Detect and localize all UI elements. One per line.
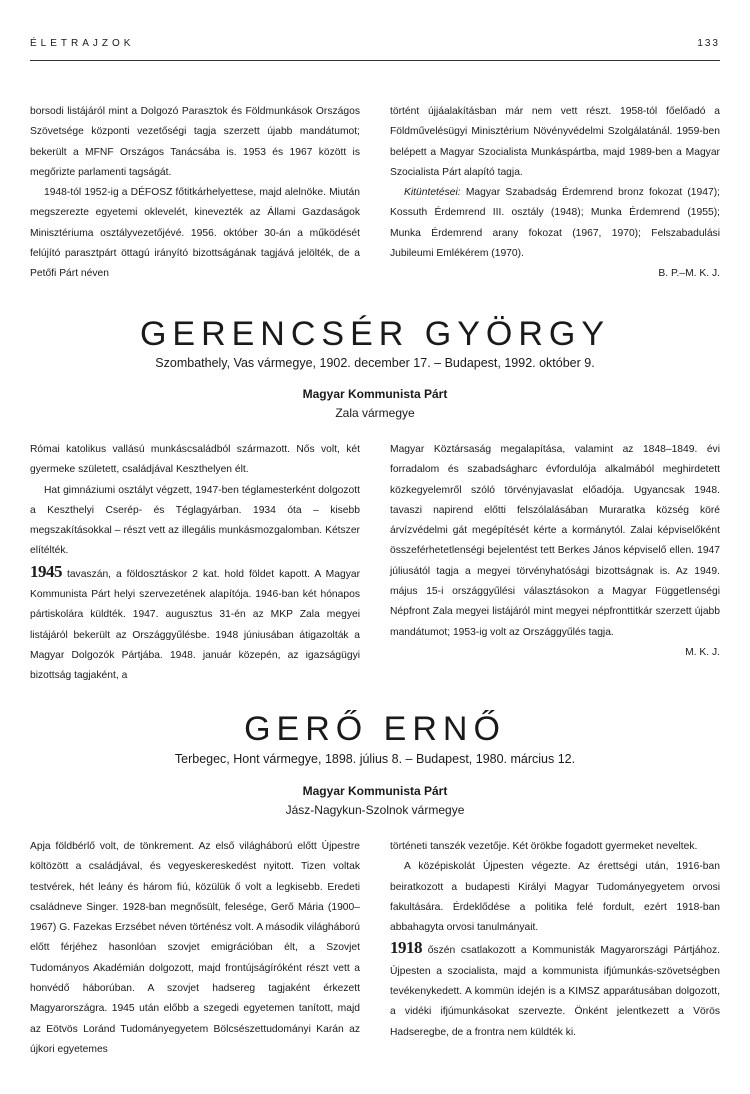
column-right [390, 837, 720, 1060]
paragraph: Magyar Köztársaság megalapítása, valamint az 1848–1849. évi forradalom és szabadságharc évfordulója alkalmából meghirdetett közkegyelemről szóló törvényjavaslat előadója. Ugyancsak 1948. tavaszi napirend előtti felszólalásában Muraratka község köré árvízvédelmi gát megépítését kérte a kormánytól. Zalai képviselőként összeférhetetlenségi bejelentést tett Berkes János képviselő ellen. 1947 júliusától tagja a megyei törvényhatósági bizottságnak is. Az 1949. május 15-i országgyűlési választásokon a Magyar Függetlenségi Népfront Zala megyei listájáról mint megyei népfronttitkár szerzett újabb mandátumot; 1953-ig volt az Országgyűlés tagja. [390, 444, 720, 638]
entry-title: GERŐ ERNŐ [244, 710, 506, 748]
paragraph: borsodi listájáról mint a Dolgozó Parasztok és Földmunkások Országos Szövetsége központi vezetőségi tagja szerzett újabb mandátumot; bekerült a MFNF Országos Tanácsába is. 1953 és 1967 között is megőrizte parlamenti tagságát. [30, 106, 360, 178]
column-right [390, 440, 720, 687]
paragraph: 1948-tól 1952-ig a DÉFOSZ főtitkárhelyettese, majd alelnöke. Miután megszerezte egyetemi oklevelét, kinevezték az Állami Gazdaságok Minisztériuma osztályvezetőjévé. 1956. október 30-án a működését felújító parasztpárt öttagú irányító bizottságának tagjává jelölték, de a Petőfi Párt néven [30, 187, 360, 280]
author-signature: B. P.–M. K. J. [658, 268, 720, 280]
year-paragraph [390, 938, 720, 1042]
column-left [30, 837, 360, 1060]
paragraph: történeti tanszék vezetője. Két örökbe fogadott gyermeket neveltek. [390, 841, 698, 852]
entry-county: Jász-Nagykun-Szolnok vármegye [285, 803, 465, 817]
awards-label: Kitüntetései: [404, 187, 461, 199]
year-mark: 1945 [30, 561, 62, 581]
column-left [30, 440, 360, 687]
page-number: 133 [697, 38, 720, 49]
paragraph: Hat gimnáziumi osztályt végzett, 1947-ben téglamesterként dolgozott a Keszthelyi Cserép- és Téglagyárban. 1934 óta – kisebb megszakításokkal – részt vett az illegális munkásmozgalomban. Kétszer elítélték. [30, 484, 360, 557]
entry-body [30, 837, 720, 1060]
paragraph: Római katolikus vallású munkáscsaládból származott. Nős volt, két gyermeke született, családjával Keszthelyen élt. [30, 444, 360, 476]
awards-text: Magyar Szabadság Érdemrend bronz fokozat (1947); Kossuth Érdemrend III. osztály (1948); Munka Érdemrend (1955); Munka Érdemrend arany fokozat (1967, 1970); Felszabadulási Jubileumi Emlékérem (1970). [390, 187, 720, 260]
entry-body [30, 440, 720, 687]
author-signature: M. K. J. [685, 646, 720, 658]
entry-party: Magyar Kommunista Párt [302, 387, 448, 401]
year-paragraph [30, 562, 360, 687]
year-paragraph-text: tavaszán, a földosztáskor 2 kat. hold földet kapott. A Magyar Kommunista Párt helyi szervezetének alapítója. 1946-ban két hónapos pártiskolára küldték. 1947. augusztus 31-én az MKP Zala megyei listájáról bekerült az Országgyűlésbe. 1948 júniusában átigazolták a Magyar Dolgozók Pártjába. 1948. január közepén, az igazságügyi bizottság tagjaként, a [30, 568, 360, 682]
previous-entry-continuation [30, 102, 720, 285]
entry-county: Zala vármegye [335, 406, 415, 420]
entry-dates: Terbegec, Hont vármegye, 1898. július 8. – Budapest, 1980. március 12. [174, 752, 576, 766]
year-paragraph-text: őszén csatlakozott a Kommunisták Magyarországi Pártjához. Újpesten a szocialista, majd a kommunista ifjúmunkás-szövetségben tevékenykedett. A kommün idején is a KIMSZ apparátusában dolgozott, a vidéki ifjúmunkásokat szervezte. Önként jelentkezett a Vörös Hadseregbe, de a frontra nem küldték ki. [390, 945, 720, 1038]
entry-dates: Szombathely, Vas vármegye, 1902. december 17. – Budapest, 1992. október 9. [155, 356, 595, 370]
paragraph: történt újjáalakításban már nem vett részt. 1958-tól főelőadó a Földművelésügyi Minisztérium Növényvédelmi Szolgálatánál. 1959-ben belépett a Magyar Szocialista Munkáspártba, majd 1989-ben a Magyar Szocialista Párt alapító tagja. [390, 106, 720, 178]
column-left [30, 102, 360, 285]
entry-party: Magyar Kommunista Párt [302, 784, 448, 798]
awards-paragraph [390, 183, 720, 264]
entry-title: GERENCSÉR GYÖRGY [139, 315, 611, 353]
paragraph: Apja földbérlő volt, de tönkrement. Az első világháború előtt Újpestre költözött a családjával, és vegyeskereskedést nyitott. Tizen voltak testvérek, hét leány és három fiú, közülük ő volt a legkisebb. Eredeti családneve Singer. 1928-ban megnősült, felesége, Gerő Mária (1900–1967) G. Fazekas Erzsébet néven történész volt. A második világháború előtt férjéhez hasonlóan szovjet emigrációban élt, a Szovjet Tudományos Akadémián dolgozott, majd frontújságíróként részt vett a honvédő háborúban. A szovjet hadsereg tagjaként érkezett Magyarországra. 1945 után előbb a szegedi egyetemen tanított, majd az Eötvös Loránd Tudományegyetem Bölcsészettudományi Karán az újkori egyetemes [30, 841, 360, 1055]
column-right [390, 102, 720, 285]
paragraph: A középiskolát Újpesten végezte. Az érettségi után, 1916-ban beiratkozott a budapesti Királyi Magyar Tudományegyetem orvosi fakultására. Érdeklődése a politika felé fordult, ezért 1918-ban abbahagyta orvosi tanulmányait. [390, 861, 720, 934]
year-mark: 1918 [390, 938, 422, 958]
section-title: ÉLETRAJZOK [30, 38, 135, 49]
running-header [30, 38, 720, 61]
